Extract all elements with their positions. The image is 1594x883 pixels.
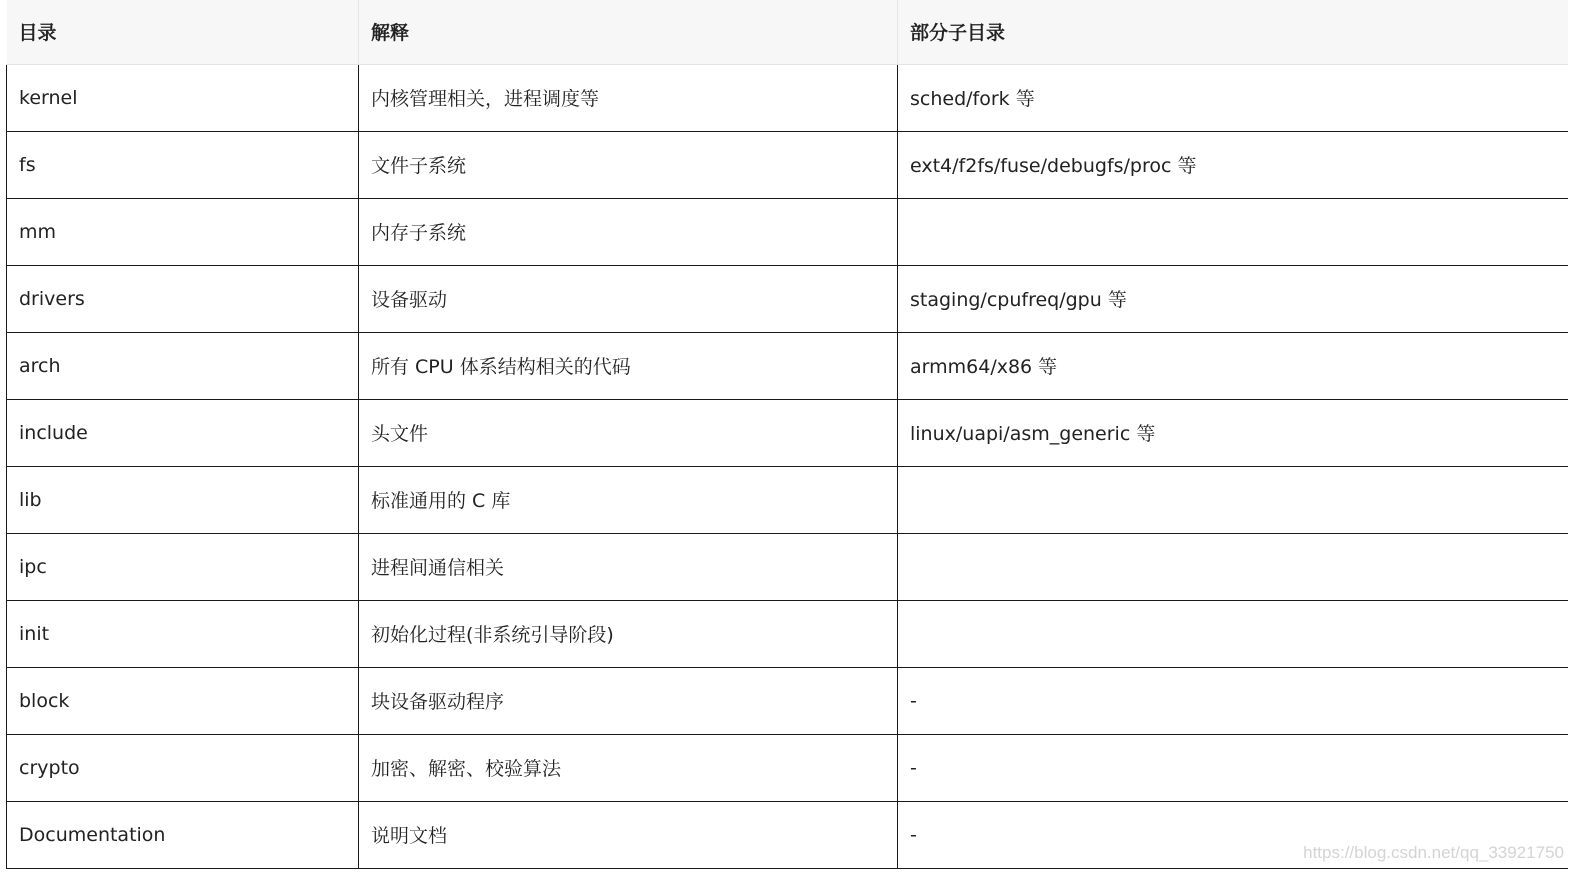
table-row xyxy=(7,600,1568,667)
cell-description: 内核管理相关，进程调度等 xyxy=(359,64,898,131)
cell-subdirectories: linux/uapi/asm_generic 等 xyxy=(898,399,1568,466)
table-row xyxy=(7,533,1568,600)
cell-directory: Documentation xyxy=(7,801,359,868)
cell-subdirectories: ext4/f2fs/fuse/debugfs/proc 等 xyxy=(898,131,1568,198)
table-row xyxy=(7,198,1568,265)
cell-directory: lib xyxy=(7,466,359,533)
cell-subdirectories: sched/fork 等 xyxy=(898,64,1568,131)
cell-subdirectories: - xyxy=(898,667,1568,734)
header-directory: 目录 xyxy=(7,0,359,64)
watermark-url: https://blog.csdn.net/qq_33921750 xyxy=(1303,843,1564,862)
cell-subdirectories: armm64/x86 等 xyxy=(898,332,1568,399)
header-subdirectories: 部分子目录 xyxy=(898,0,1568,64)
cell-description: 所有 CPU 体系结构相关的代码 xyxy=(359,332,898,399)
cell-description: 说明文档 xyxy=(359,801,898,868)
table-row xyxy=(7,131,1568,198)
cell-directory: ipc xyxy=(7,533,359,600)
cell-subdirectories: staging/cpufreq/gpu 等 xyxy=(898,265,1568,332)
table-row xyxy=(7,667,1568,734)
cell-directory: mm xyxy=(7,198,359,265)
table-row xyxy=(7,466,1568,533)
cell-directory: init xyxy=(7,600,359,667)
cell-subdirectories xyxy=(898,600,1568,667)
cell-directory: crypto xyxy=(7,734,359,801)
cell-subdirectories: - xyxy=(898,801,1568,868)
table-row xyxy=(7,332,1568,399)
directory-table-container xyxy=(6,0,1567,869)
cell-description: 设备驱动 xyxy=(359,265,898,332)
cell-subdirectories xyxy=(898,466,1568,533)
table-row xyxy=(7,265,1568,332)
cell-subdirectories xyxy=(898,198,1568,265)
cell-description: 文件子系统 xyxy=(359,131,898,198)
cell-description: 头文件 xyxy=(359,399,898,466)
cell-directory: fs xyxy=(7,131,359,198)
cell-description: 初始化过程(非系统引导阶段) xyxy=(359,600,898,667)
cell-directory: arch xyxy=(7,332,359,399)
table-row xyxy=(7,399,1568,466)
cell-description: 标准通用的 C 库 xyxy=(359,466,898,533)
cell-description: 加密、解密、校验算法 xyxy=(359,734,898,801)
cell-directory: kernel xyxy=(7,64,359,131)
table-header-row xyxy=(7,0,1568,64)
table-row xyxy=(7,734,1568,801)
cell-description: 内存子系统 xyxy=(359,198,898,265)
directory-table xyxy=(6,0,1568,869)
header-description: 解释 xyxy=(359,0,898,64)
cell-description: 进程间通信相关 xyxy=(359,533,898,600)
cell-directory: block xyxy=(7,667,359,734)
cell-description: 块设备驱动程序 xyxy=(359,667,898,734)
cell-directory: include xyxy=(7,399,359,466)
cell-subdirectories: - xyxy=(898,734,1568,801)
cell-subdirectories xyxy=(898,533,1568,600)
table-row xyxy=(7,64,1568,131)
cell-directory: drivers xyxy=(7,265,359,332)
